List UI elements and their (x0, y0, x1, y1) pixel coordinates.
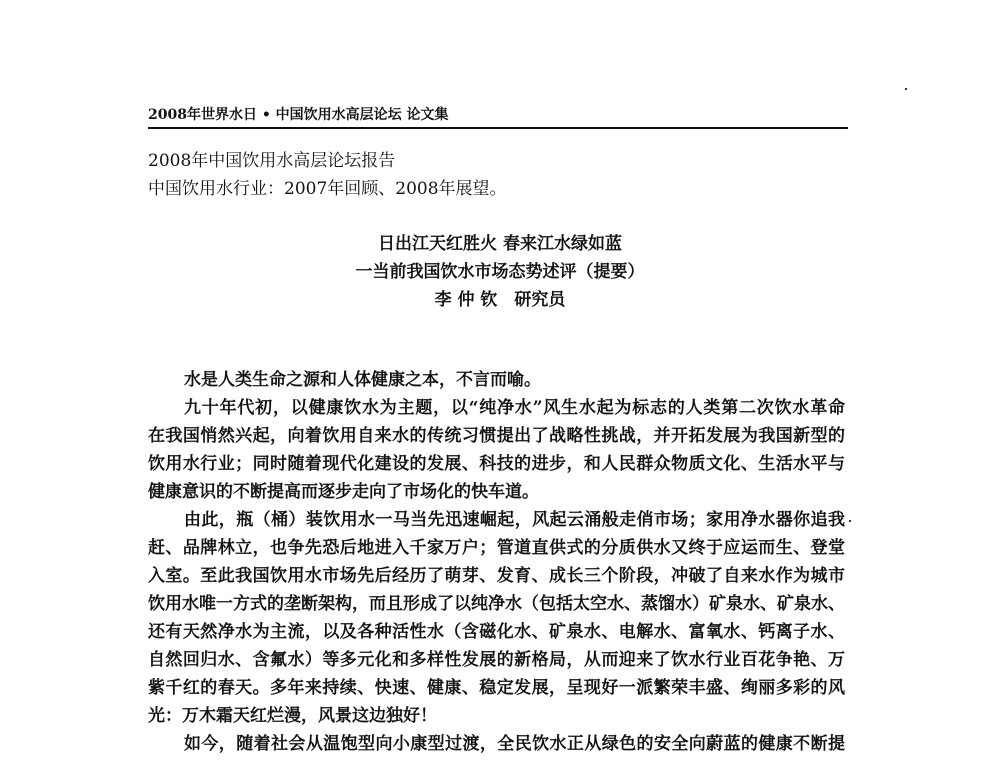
body-line: 如今，随着社会从温饱型向小康型过渡，全民饮水正从绿色的安全向蔚蓝的健康不断提 (184, 734, 845, 754)
body-line: 健康意识的不断提高而逐步走向了市场化的快车道。 (148, 482, 539, 502)
scan-speck (905, 88, 907, 90)
body-line: 水是人类生命之源和人体健康之本，不言而喻。 (184, 370, 541, 390)
body-line: 在我国悄然兴起，向着饮用自来水的传统习惯提出了战略性挑战，并开拓发展为我国新型的 (148, 426, 845, 446)
body-line: 入室。至此我国饮用水市场先后经历了萌芽、发育、成长三个阶段，冲破了自来水作为城市 (148, 566, 845, 586)
body-line: 饮用水行业；同时随着现代化建设的发展、科技的进步，和人民群众物质文化、生活水平与 (148, 454, 845, 474)
body-line: 由此，瓶（桶）装饮用水一马当先迅速崛起，风起云涌般走俏市场；家用净水器你追我 (184, 510, 845, 530)
scan-speck (849, 520, 851, 522)
body-line: 还有天然净水为主流，以及各种活性水（含磁化水、矿泉水、电解水、富氧水、钙离子水、 (148, 622, 845, 642)
report-line: 2008年中国饮用水高层论坛报告 (148, 151, 396, 171)
body-line: 九十年代初，以健康饮水为主题，以“纯净水”风生水起为标志的人类第二次饮水革命 (184, 398, 845, 418)
running-header: 2008年世界水日 • 中国饮用水高层论坛 论文集 (148, 107, 449, 123)
header-rule (148, 127, 848, 129)
report-line: 中国饮用水行业：2007年回顾、2008年展望。 (148, 179, 507, 199)
body-line: 自然回归水、含氟水）等多元化和多样性发展的新格局，从而迎来了饮水行业百花争艳、万 (148, 650, 845, 670)
article-author: 李 仲 钦 研究员 (434, 290, 566, 310)
article-title: 日出江天红胜火 春来江水绿如蓝 (378, 234, 622, 254)
body-line: 紫千红的春天。多年来持续、快速、健康、稳定发展，呈现好一派繁荣丰盛、绚丽多彩的风 (148, 678, 845, 698)
body-line: 赶、品牌林立，也争先恐后地进入千家万户；管道直供式的分质供水又终于应运而生、登堂 (148, 538, 845, 558)
article-subtitle: 一当前我国饮水市场态势述评（提要） (355, 262, 645, 282)
body-line: 饮用水唯一方式的垄断架构，而且形成了以纯净水（包括太空水、蒸馏水）矿泉水、矿泉水、 (148, 594, 845, 614)
body-line: 光：万木霜天红烂漫，风景这边独好！ (148, 706, 437, 726)
